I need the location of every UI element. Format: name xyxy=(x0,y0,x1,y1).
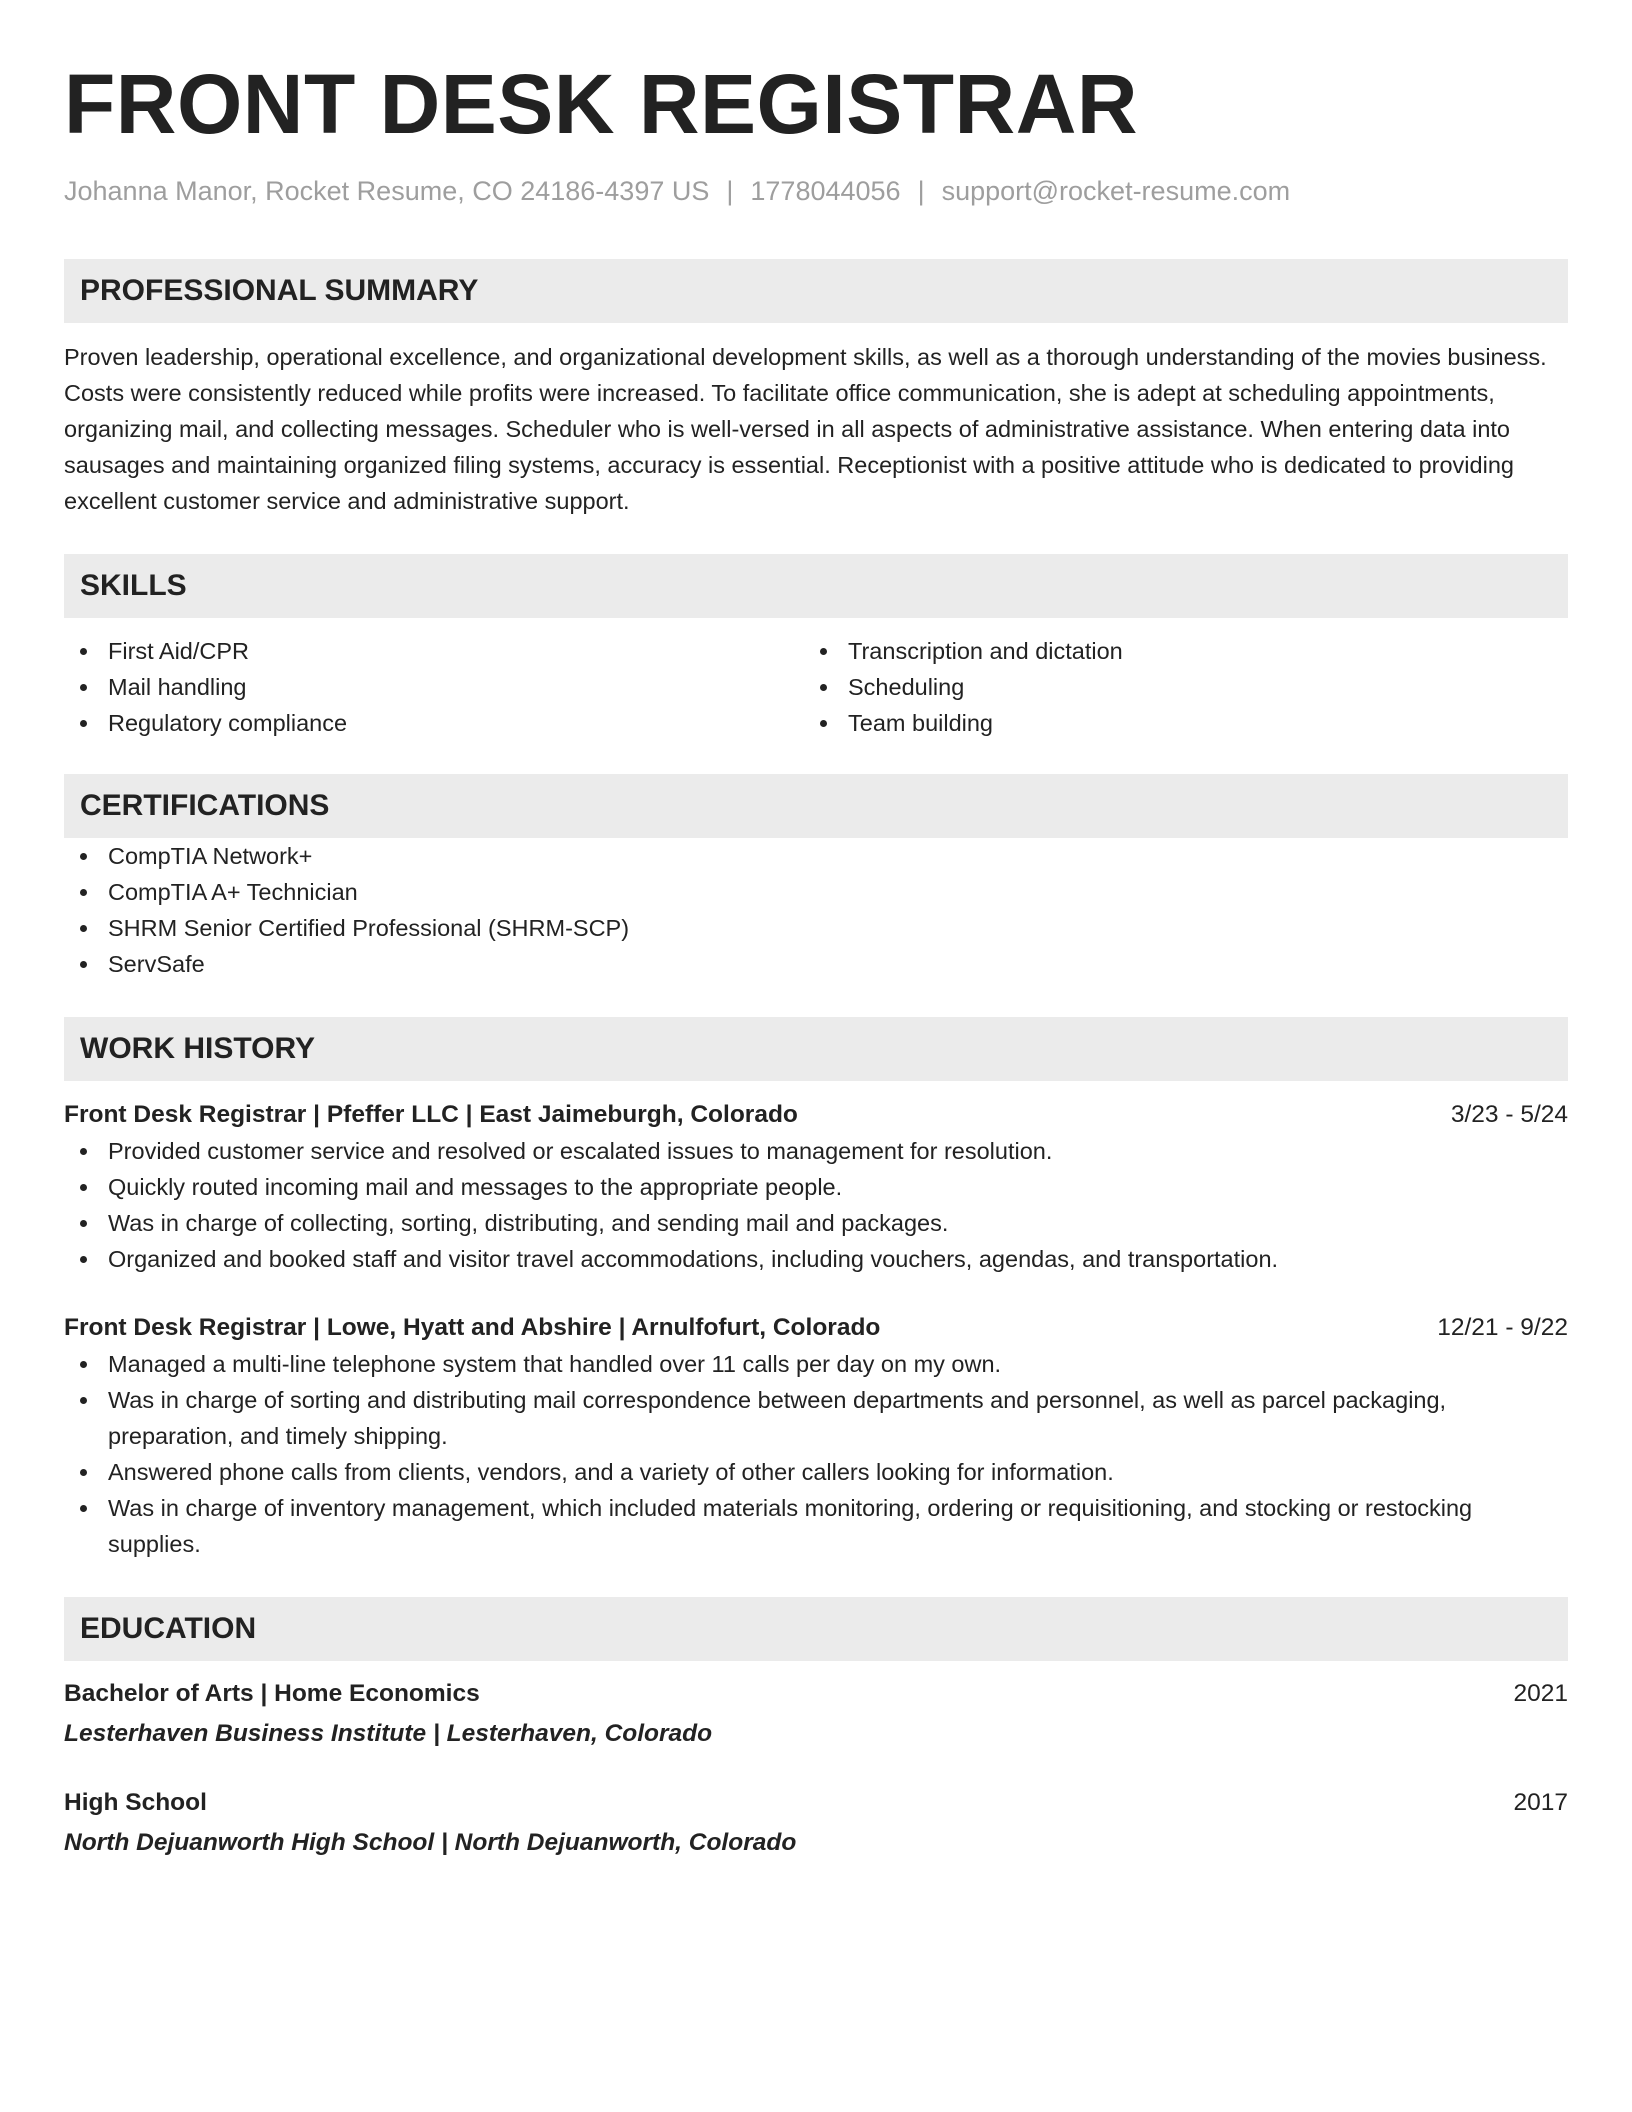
job-duty-text: Organized and booked staff and visitor travel accommodations, including vouchers, agendas, and transportation. xyxy=(108,1246,1279,1272)
certification-item xyxy=(64,946,1568,982)
bullet-icon xyxy=(80,1505,87,1512)
bullet-icon xyxy=(80,720,87,727)
job-dates: 12/21 - 9/22 xyxy=(1437,1314,1568,1341)
job-duty-item xyxy=(64,1205,1568,1241)
skill-label: Transcription and dictation xyxy=(848,638,1123,664)
bullet-icon xyxy=(80,648,87,655)
education-degree: High School xyxy=(64,1789,207,1816)
certification-item xyxy=(64,910,1568,946)
job-duty-item xyxy=(64,1490,1568,1562)
job-duties-list xyxy=(64,1346,1568,1562)
bullet-icon xyxy=(820,720,827,727)
certification-label: ServSafe xyxy=(108,951,205,977)
skills-list xyxy=(64,633,1568,741)
skill-label: Scheduling xyxy=(848,674,965,700)
education-entry-header xyxy=(64,1785,1568,1821)
skill-item xyxy=(64,705,804,741)
skills-heading: SKILLS xyxy=(64,554,1568,618)
certifications-heading: CERTIFICATIONS xyxy=(64,774,1568,838)
contact-separator: | xyxy=(917,176,925,206)
job-duties-list xyxy=(64,1133,1568,1277)
contact-email: support@rocket-resume.com xyxy=(941,176,1291,206)
skills-column-right xyxy=(804,633,1544,741)
resume-title: FRONT DESK REGISTRAR xyxy=(64,57,1139,151)
job-duty-text: Managed a multi-line telephone system that handled over 11 calls per day on my own. xyxy=(108,1351,1002,1377)
job-duty-text: Answered phone calls from clients, vendors, and a variety of other callers looking for information. xyxy=(108,1459,1114,1485)
job-title: Front Desk Registrar | Pfeffer LLC | East Jaimeburgh, Colorado xyxy=(64,1101,798,1128)
bullet-icon xyxy=(80,1361,87,1368)
education-degree: Bachelor of Arts | Home Economics xyxy=(64,1680,480,1707)
bullet-icon xyxy=(80,1469,87,1476)
job-duty-text: Provided customer service and resolved or escalated issues to management for resolution. xyxy=(108,1138,1053,1164)
bullet-icon xyxy=(80,1256,87,1263)
certification-label: CompTIA A+ Technician xyxy=(108,879,358,905)
education-school: Lesterhaven Business Institute | Lesterhaven, Colorado xyxy=(64,1720,713,1747)
skill-item xyxy=(804,705,1544,741)
contact-address: Johanna Manor, Rocket Resume, CO 24186-4397 US xyxy=(64,176,710,206)
job-duty-text: Was in charge of inventory management, which included materials monitoring, ordering or requisitioning, and stocking or restocking supplies. xyxy=(108,1495,1473,1557)
skill-label: Team building xyxy=(848,710,994,736)
bullet-icon xyxy=(80,684,87,691)
education-heading: EDUCATION xyxy=(64,1597,1568,1661)
skill-item xyxy=(64,669,804,705)
certification-item xyxy=(64,838,1568,874)
bullet-icon xyxy=(80,925,87,932)
skill-label: First Aid/CPR xyxy=(108,638,250,664)
job-duty-item xyxy=(64,1169,1568,1205)
bullet-icon xyxy=(80,1148,87,1155)
education-entry-header xyxy=(64,1676,1568,1712)
job-duty-item xyxy=(64,1382,1568,1454)
skill-item xyxy=(804,633,1544,669)
summary-text: Proven leadership, operational excellence, and organizational development skills, as well as a thorough understanding of the movies business. Costs were consistently reduced while profits were increased. To facilitate office communication, she is adept at scheduling appointments, organizing mail, and collecting messages. Scheduler who is well-versed in all aspects of administrative assistance. When entering data into sausages and maintaining organized filing systems, accuracy is essential. Receptionist with a positive attitude who is dedicated to providing excellent customer service and administrative support. xyxy=(64,344,1547,514)
contact-phone: 1778044056 xyxy=(750,176,901,206)
education-year: 2017 xyxy=(1513,1789,1568,1816)
skill-label: Regulatory compliance xyxy=(108,710,348,736)
work-history-heading: WORK HISTORY xyxy=(64,1017,1568,1081)
job-header xyxy=(64,1310,1568,1346)
contact-separator: | xyxy=(726,176,734,206)
certification-label: SHRM Senior Certified Professional (SHRM-SCP) xyxy=(108,915,630,941)
bullet-icon xyxy=(80,853,87,860)
job-duty-text: Was in charge of sorting and distributing mail correspondence between departments and personnel, as well as parcel packaging, preparation, and timely shipping. xyxy=(108,1387,1447,1449)
skill-label: Mail handling xyxy=(108,674,247,700)
bullet-icon xyxy=(80,1184,87,1191)
bullet-icon xyxy=(80,1397,87,1404)
job-duty-item xyxy=(64,1133,1568,1169)
education-school: North Dejuanworth High School | North Dejuanworth, Colorado xyxy=(64,1829,797,1856)
job-duty-item xyxy=(64,1454,1568,1490)
skills-column-left xyxy=(64,633,804,741)
certifications-list xyxy=(64,838,1568,982)
skill-item xyxy=(804,669,1544,705)
job-title: Front Desk Registrar | Lowe, Hyatt and Abshire | Arnulfofurt, Colorado xyxy=(64,1314,881,1341)
summary-heading: PROFESSIONAL SUMMARY xyxy=(64,259,1568,323)
contact-line xyxy=(64,174,1568,208)
education-year: 2021 xyxy=(1513,1680,1568,1707)
bullet-icon xyxy=(820,684,827,691)
bullet-icon xyxy=(820,648,827,655)
job-header xyxy=(64,1097,1568,1133)
job-duty-item xyxy=(64,1241,1568,1277)
job-duty-text: Quickly routed incoming mail and messages to the appropriate people. xyxy=(108,1174,843,1200)
bullet-icon xyxy=(80,1220,87,1227)
bullet-icon xyxy=(80,889,87,896)
certification-item xyxy=(64,874,1568,910)
certification-label: CompTIA Network+ xyxy=(108,843,313,869)
bullet-icon xyxy=(80,961,87,968)
job-duty-text: Was in charge of collecting, sorting, distributing, and sending mail and packages. xyxy=(108,1210,949,1236)
job-dates: 3/23 - 5/24 xyxy=(1450,1101,1568,1128)
job-duty-item xyxy=(64,1346,1568,1382)
skill-item xyxy=(64,633,804,669)
